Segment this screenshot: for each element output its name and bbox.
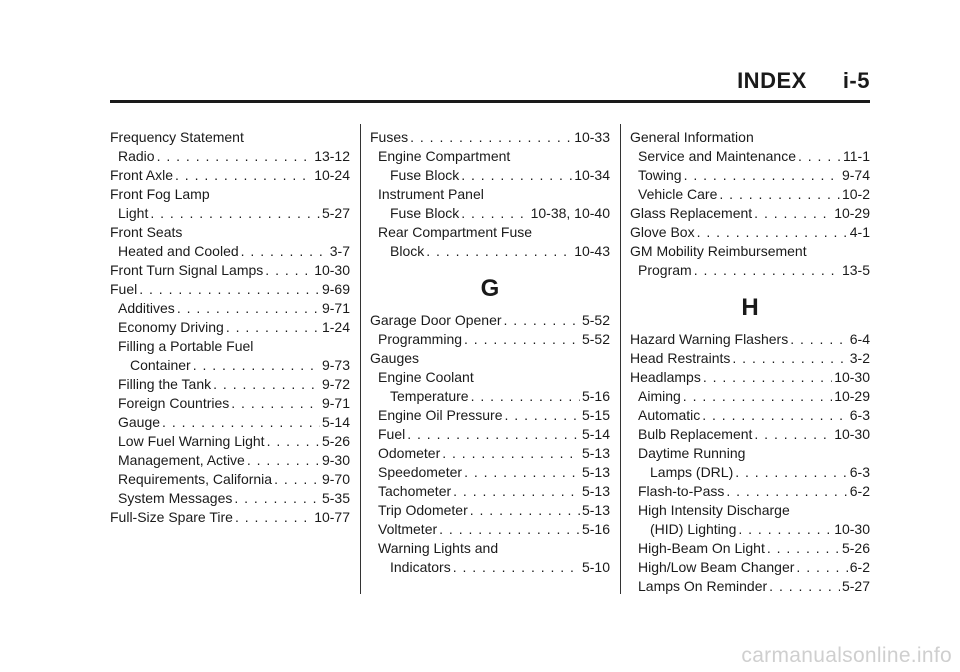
entry-term: Indicators <box>390 559 451 575</box>
entry-term: Hazard Warning Flashers <box>630 331 789 347</box>
entry-page-ref[interactable]: 5-35 <box>321 490 350 506</box>
entry-page-ref[interactable]: 6-3 <box>849 407 870 423</box>
index-entry[interactable] <box>370 128 610 147</box>
dot-leader <box>461 204 528 223</box>
index-heading: High Intensity Discharge <box>638 502 790 518</box>
dot-leader <box>410 128 572 147</box>
entry-term: Additives <box>118 300 175 316</box>
dot-leader <box>754 425 832 444</box>
dot-leader <box>719 185 840 204</box>
index-heading: Instrument Panel <box>378 186 484 202</box>
dot-leader <box>767 539 840 558</box>
entry-page-ref[interactable]: 10-30 <box>314 262 350 278</box>
entry-term: Front Axle <box>110 167 174 183</box>
entry-term: Low Fuel Warning Light <box>118 433 265 449</box>
entry-term: Front Turn Signal Lamps <box>110 262 264 278</box>
dot-leader <box>162 413 320 432</box>
entry-page-ref[interactable]: 9-72 <box>321 376 350 392</box>
dot-leader <box>505 406 580 425</box>
dot-leader <box>683 387 832 406</box>
entry-term: Garage Door Opener <box>370 312 502 328</box>
entry-term: Full-Size Spare Tire <box>110 509 233 525</box>
entry-term: Odometer <box>378 445 441 461</box>
entry-page-ref[interactable]: 10-77 <box>314 509 350 525</box>
dot-leader <box>426 242 572 261</box>
index-entry[interactable] <box>630 425 870 444</box>
dot-leader <box>796 558 847 577</box>
index-entry[interactable] <box>370 482 610 501</box>
entry-term: Filling the Tank <box>118 376 212 392</box>
index-heading: Warning Lights and <box>378 540 499 556</box>
dot-leader <box>702 406 848 425</box>
entry-page-ref[interactable]: 5-52 <box>581 331 610 347</box>
index-entry[interactable] <box>110 299 350 318</box>
entry-term: Fuel <box>378 426 406 442</box>
index-column-3 <box>630 128 870 596</box>
entry-term: Speedometer <box>378 464 463 480</box>
dot-leader <box>697 223 848 242</box>
index-entry[interactable] <box>630 368 870 387</box>
dot-leader <box>703 368 832 387</box>
entry-term: (HID) Lighting <box>650 521 737 537</box>
dot-leader <box>470 501 580 520</box>
entry-page-ref[interactable]: 13-12 <box>314 148 350 164</box>
entry-page-ref[interactable]: 3-2 <box>849 350 870 366</box>
dot-leader <box>732 349 847 368</box>
entry-term: Block <box>390 243 425 259</box>
index-entry[interactable] <box>110 318 350 337</box>
index-entry[interactable] <box>110 166 350 185</box>
entry-term: Light <box>118 205 149 221</box>
index-heading: Daytime Running <box>638 445 746 461</box>
dot-leader <box>504 311 580 330</box>
dot-leader <box>193 356 320 375</box>
entry-page-ref[interactable]: 5-10 <box>581 559 610 575</box>
index-entry[interactable] <box>110 242 350 261</box>
dot-leader <box>754 204 832 223</box>
index-heading: Engine Compartment <box>378 148 511 164</box>
column-divider <box>360 124 361 594</box>
index-heading: Front Seats <box>110 224 183 240</box>
dot-leader <box>461 166 572 185</box>
entry-page-ref[interactable]: 13-5 <box>841 262 870 278</box>
entry-term: Requirements, California <box>118 471 273 487</box>
entry-page-ref[interactable]: 5-16 <box>581 521 610 537</box>
index-entry[interactable] <box>370 311 610 330</box>
index-entry[interactable] <box>630 577 870 596</box>
index-entry[interactable] <box>630 520 870 539</box>
index-entry[interactable] <box>630 349 870 368</box>
watermark: carmanualsonline.info <box>741 644 952 667</box>
page-header <box>737 68 870 94</box>
index-entry[interactable] <box>630 204 870 223</box>
index-entry[interactable] <box>630 261 870 280</box>
index-entry[interactable] <box>370 330 610 349</box>
entry-page-ref[interactable]: 10-33 <box>574 129 610 145</box>
entry-page-ref[interactable]: 10-30 <box>834 521 870 537</box>
dot-leader <box>267 432 320 451</box>
dot-leader <box>274 470 320 489</box>
dot-leader <box>247 451 320 470</box>
index-column-2 <box>370 128 610 577</box>
entry-term: Management, Active <box>118 452 245 468</box>
entry-page-ref[interactable]: 10-43 <box>574 243 610 259</box>
entry-term: Program <box>638 262 692 278</box>
index-entry[interactable] <box>110 280 350 299</box>
index-heading: Front Fog Lamp <box>110 186 210 202</box>
index-entry[interactable] <box>630 387 870 406</box>
entry-page-ref[interactable]: 5-14 <box>581 426 610 442</box>
dot-leader <box>453 482 580 501</box>
index-heading: GM Mobility Reimbursement <box>630 243 807 259</box>
entry-term: High-Beam On Light <box>638 540 765 556</box>
index-entry[interactable] <box>630 406 870 425</box>
entry-term: Lamps (DRL) <box>650 464 734 480</box>
entry-page-ref[interactable]: 4-1 <box>849 224 870 240</box>
index-entry[interactable] <box>110 375 350 394</box>
entry-term: Temperature <box>390 388 469 404</box>
entry-page-ref[interactable]: 9-69 <box>321 281 350 297</box>
entry-page-ref[interactable]: 5-14 <box>321 414 350 430</box>
index-heading: General Information <box>630 129 754 145</box>
entry-page-ref[interactable]: 10-24 <box>314 167 350 183</box>
index-column-1 <box>110 128 350 527</box>
index-entry[interactable] <box>370 387 610 406</box>
index-entry[interactable] <box>110 147 350 166</box>
entry-page-ref[interactable]: 5-13 <box>581 464 610 480</box>
dot-leader <box>738 520 832 539</box>
dot-leader <box>150 204 320 223</box>
section-title: INDEX <box>737 68 807 93</box>
entry-term: Voltmeter <box>378 521 438 537</box>
entry-page-ref[interactable]: 5-16 <box>581 388 610 404</box>
index-entry[interactable] <box>630 539 870 558</box>
index-entry[interactable] <box>110 413 350 432</box>
entry-term: Radio <box>118 148 155 164</box>
dot-leader <box>464 330 580 349</box>
index-entry[interactable] <box>370 444 610 463</box>
entry-page-ref[interactable]: 5-27 <box>841 578 870 594</box>
entry-term: Glove Box <box>630 224 695 240</box>
entry-page-ref[interactable]: 5-15 <box>581 407 610 423</box>
dot-leader <box>265 261 312 280</box>
entry-term: Headlamps <box>630 369 701 385</box>
entry-term: Foreign Countries <box>118 395 230 411</box>
index-entry[interactable] <box>370 501 610 520</box>
entry-term: Fuse Block <box>390 167 460 183</box>
index-entry[interactable] <box>370 520 610 539</box>
entry-page-ref[interactable]: 6-3 <box>849 464 870 480</box>
dot-leader <box>439 520 580 539</box>
entry-term: Lamps On Reminder <box>638 578 768 594</box>
entry-page-ref[interactable]: 5-13 <box>581 483 610 499</box>
dot-leader <box>684 166 840 185</box>
entry-page-ref[interactable]: 5-26 <box>841 540 870 556</box>
index-entry[interactable] <box>370 558 610 577</box>
entry-term: Fuel <box>110 281 138 297</box>
dot-leader <box>235 508 312 527</box>
entry-page-ref[interactable]: 9-30 <box>321 452 350 468</box>
dot-leader <box>735 463 848 482</box>
dot-leader <box>234 489 320 508</box>
dot-leader <box>464 463 580 482</box>
entry-page-ref[interactable]: 9-71 <box>321 395 350 411</box>
dot-leader <box>213 375 320 394</box>
index-entry[interactable] <box>110 451 350 470</box>
index-entry[interactable] <box>370 406 610 425</box>
entry-page-ref[interactable]: 9-70 <box>321 471 350 487</box>
index-heading: Engine Coolant <box>378 369 474 385</box>
entry-term: Gauge <box>118 414 161 430</box>
index-entry[interactable] <box>630 147 870 166</box>
entry-page-ref[interactable]: 10-34 <box>574 167 610 183</box>
dot-leader <box>407 425 580 444</box>
entry-page-ref[interactable]: 9-74 <box>841 167 870 183</box>
index-entry[interactable] <box>630 482 870 501</box>
entry-page-ref[interactable]: 10-29 <box>834 388 870 404</box>
dot-leader <box>157 147 313 166</box>
dot-leader <box>769 577 840 596</box>
entry-page-ref[interactable]: 10-2 <box>841 186 870 202</box>
index-entry[interactable] <box>110 508 350 527</box>
entry-term: Programming <box>378 331 463 347</box>
index-entry[interactable] <box>110 356 350 375</box>
dot-leader <box>226 318 320 337</box>
entry-page-ref[interactable]: 5-52 <box>581 312 610 328</box>
page-number: i-5 <box>842 68 870 93</box>
entry-page-ref[interactable]: 5-26 <box>321 433 350 449</box>
entry-term: Trip Odometer <box>378 502 468 518</box>
entry-term: Flash-to-Pass <box>638 483 725 499</box>
entry-page-ref[interactable]: 10-30 <box>834 369 870 385</box>
entry-page-ref[interactable]: 10-38, 10-40 <box>530 205 610 221</box>
index-heading: Gauges <box>370 350 420 366</box>
entry-page-ref[interactable]: 9-73 <box>321 357 350 373</box>
index-entry[interactable] <box>110 394 350 413</box>
index-entry[interactable] <box>110 204 350 223</box>
dot-leader <box>177 299 320 318</box>
entry-page-ref[interactable]: 1-24 <box>321 319 350 335</box>
index-entry[interactable] <box>370 204 610 223</box>
entry-term: High/Low Beam Changer <box>638 559 795 575</box>
entry-page-ref[interactable]: 6-2 <box>849 559 870 575</box>
entry-term: Head Restraints <box>630 350 731 366</box>
entry-page-ref[interactable]: 6-4 <box>849 331 870 347</box>
index-entry[interactable] <box>110 261 350 280</box>
entry-term: Bulb Replacement <box>638 426 753 442</box>
entry-term: Aiming <box>638 388 681 404</box>
column-divider <box>620 124 621 594</box>
entry-term: Glass Replacement <box>630 205 753 221</box>
entry-page-ref[interactable]: 11-1 <box>843 148 870 164</box>
index-heading: Frequency Statement <box>110 129 244 145</box>
dot-leader <box>231 394 320 413</box>
index-entry[interactable] <box>370 166 610 185</box>
entry-page-ref[interactable]: 3-7 <box>329 243 350 259</box>
entry-page-ref[interactable]: 10-30 <box>834 426 870 442</box>
dot-leader <box>453 558 580 577</box>
index-entry[interactable] <box>630 185 870 204</box>
index-entry[interactable] <box>630 558 870 577</box>
entry-term: Service and Maintenance <box>638 148 796 164</box>
entry-term: Fuse Block <box>390 205 460 221</box>
entry-term: Heated and Cooled <box>118 243 239 259</box>
entry-term: Economy Driving <box>118 319 224 335</box>
dot-leader <box>726 482 847 501</box>
header-rule <box>110 100 870 103</box>
entry-term: Tachometer <box>378 483 452 499</box>
index-heading: Filling a Portable Fuel <box>118 338 254 354</box>
index-entry[interactable] <box>110 489 350 508</box>
index-heading: Rear Compartment Fuse <box>378 224 533 240</box>
section-letter: H <box>741 294 759 321</box>
dot-leader <box>471 387 580 406</box>
section-letter: G <box>480 275 500 302</box>
dot-leader <box>241 242 328 261</box>
dot-leader <box>139 280 320 299</box>
entry-page-ref[interactable]: 6-2 <box>849 483 870 499</box>
entry-page-ref[interactable]: 5-13 <box>581 445 610 461</box>
entry-term: Automatic <box>638 407 701 423</box>
entry-page-ref[interactable]: 9-71 <box>321 300 350 316</box>
entry-term: Towing <box>638 167 682 183</box>
index-entry[interactable] <box>630 166 870 185</box>
dot-leader <box>798 147 841 166</box>
entry-page-ref[interactable]: 10-29 <box>834 205 870 221</box>
entry-term: Engine Oil Pressure <box>378 407 503 423</box>
index-entry[interactable] <box>110 432 350 451</box>
dot-leader <box>694 261 840 280</box>
dot-leader <box>175 166 312 185</box>
index-entry[interactable] <box>630 463 870 482</box>
entry-page-ref[interactable]: 5-13 <box>581 502 610 518</box>
entry-term: Fuses <box>370 129 409 145</box>
entry-term: System Messages <box>118 490 233 506</box>
index-entry[interactable] <box>630 223 870 242</box>
index-entry[interactable] <box>370 242 610 261</box>
dot-leader <box>790 330 848 349</box>
index-entry[interactable] <box>370 463 610 482</box>
entry-page-ref[interactable]: 5-27 <box>321 205 350 221</box>
index-entry[interactable] <box>370 425 610 444</box>
entry-term: Container <box>130 357 191 373</box>
dot-leader <box>442 444 580 463</box>
index-entry[interactable] <box>110 470 350 489</box>
entry-term: Vehicle Care <box>638 186 718 202</box>
index-entry[interactable] <box>630 330 870 349</box>
